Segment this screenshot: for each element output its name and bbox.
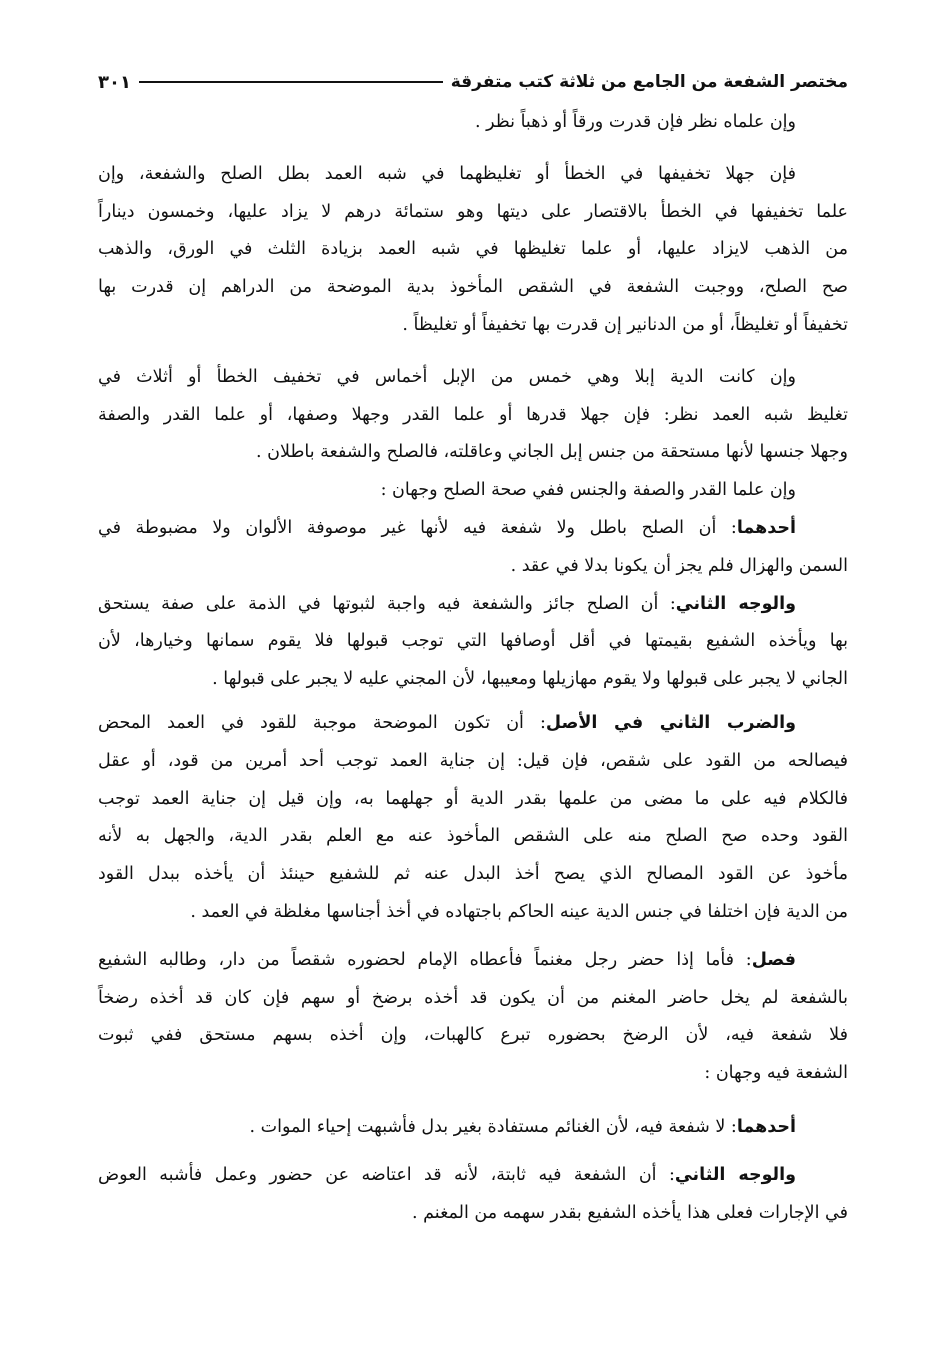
text-line	[98, 359, 848, 397]
paragraph	[98, 942, 848, 1093]
line-text: وإن علما القدر والصفة والجنس ففي صحة الصلح وجهان :	[380, 480, 796, 501]
line-text: في الإجارات فعلى هذا يأخذه الشفيع بقدر سهمه من المغنم .	[412, 1202, 848, 1223]
header-title: مختصر الشفعة من الجامع من ثلاثة كتب متفرقة	[450, 72, 848, 92]
line-text: القود وحده صح الصلح منه على الشقص المأخوذ عنه مع العلم بقدر الدية، والجهل به لأنه	[98, 826, 848, 847]
text-line	[98, 472, 848, 510]
text-line	[98, 743, 848, 781]
text-line	[98, 942, 848, 980]
text-line	[98, 818, 848, 856]
running-header	[98, 60, 848, 104]
line-text: تخفيفاً أو تغليظاً، أو من الدنانير إن قدرت بها تخفيفاً أو تغليظاً .	[402, 314, 848, 335]
line-text: بالشفعة لم يخل حاضر المغنم من أن يكون قد أخذه برضخ أو سهم فإن كان قد أخذه رضخاً	[98, 987, 848, 1008]
text-line	[98, 1157, 848, 1195]
text-line	[98, 661, 848, 699]
line-text: : أن تكون الموضحة موجبة للقود في العمد المحض	[98, 712, 546, 733]
line-text: علما تخفيفها في الخطأ بالاقتصار على ديتها وهو ستمائة درهم لا يزاد عليها، وخمسون ديناراً	[98, 201, 848, 222]
text-line	[98, 781, 848, 819]
line-text: : لا شفعة فيه، لأن الغنائم مستفادة بغير بدل فأشبهت إحياء الموات .	[249, 1116, 737, 1137]
bold-lead-term: والوجه الثاني	[675, 593, 796, 614]
text-line	[98, 586, 848, 624]
text-line	[98, 1195, 848, 1233]
text-line	[98, 104, 848, 142]
text-line	[98, 156, 848, 194]
bold-lead-term: والوجه الثاني	[674, 1164, 796, 1185]
line-text: السمن والهزال فلم يجز أن يكونا بدلا في عقد .	[510, 555, 848, 576]
line-text: فلا شفعة فيه، لأن الرضخ بحضوره تبرع كالهبات، وإن أخذه بسهم مستحق ففي ثبوت	[98, 1025, 848, 1046]
text-line	[98, 894, 848, 932]
paragraph	[98, 1157, 848, 1233]
line-text: صح الصلح، ووجبت الشفعة في الشقص المأخوذ بدية الموضحة من الدراهم إن قدرت بها	[98, 277, 848, 298]
text-line	[98, 397, 848, 435]
page-number: ٣٠١	[98, 71, 131, 93]
paragraph	[98, 586, 848, 699]
bold-lead-term: أحدهما	[736, 1116, 796, 1137]
text-line	[98, 1109, 848, 1147]
bold-lead-term: أحدهما	[736, 517, 796, 538]
line-text: : أن الشفعة فيه ثابتة، لأنه قد اعتاضه عن حضور وعمل فأشبه العوض	[98, 1164, 675, 1185]
line-text: : فأما إذا حضر رجل مغنماً فأعطاه الإمام لحضوره شقصاً من دار، وطالبه الشفيع	[98, 949, 752, 970]
paragraph	[98, 705, 848, 932]
paragraph	[98, 510, 848, 586]
text-line	[98, 856, 848, 894]
paragraph	[98, 472, 848, 510]
line-text: الجاني لا يجبر على قبولها ولا يقوم مهازيلها ومعيبها، لأن المجني عليه لا يجبر على قبولها .	[212, 669, 848, 690]
line-text: وإن كانت الدية إبلا وهي خمس من الإبل أخماس في تخفيف الخطأ أو أثلاث في	[98, 366, 796, 387]
text-line	[98, 548, 848, 586]
paragraph	[98, 156, 848, 345]
text-line	[98, 510, 848, 548]
text-line	[98, 623, 848, 661]
text-line	[98, 269, 848, 307]
text-line	[98, 1055, 848, 1093]
text-line	[98, 980, 848, 1018]
line-text: وجهلا جنسها لأنها مستحقة من جنس إبل الجاني وعاقلته، فالصلح والشفعة باطلان .	[256, 442, 848, 463]
header-rule	[139, 81, 443, 83]
line-text: الشفعة فيه وجهان :	[704, 1063, 848, 1084]
text-line	[98, 1017, 848, 1055]
paragraph	[98, 104, 848, 142]
line-text: : أن الصلح باطل ولا شفعة فيه لأنها غير موصوفة الألوان ولا مضبوطة في	[98, 517, 737, 538]
line-text: مأخوذ عن القود المصالح الذي يصح أخذ البدل عنه ثم للشفيع حينئذ أن يأخذه ببدل القود	[98, 864, 848, 885]
line-text: وإن علماه نظر فإن قدرت ورقاً أو ذهباً نظر .	[475, 112, 796, 132]
line-text: فإن جهلا تخفيفها في الخطأ أو تغليظهما في شبه العمد بطل الصلح والشفعة، وإن	[98, 163, 796, 184]
line-text: : أن الصلح جائز والشفعة فيه واجبة لثبوتها في الذمة على صفة يستحق	[98, 593, 676, 614]
paragraph	[98, 359, 848, 472]
text-line	[98, 231, 848, 269]
bold-lead-term: فصل	[751, 949, 797, 970]
bold-lead-term: والضرب الثاني في الأصل	[545, 712, 796, 733]
line-text: من الدية فإن اختلفا في جنس الدية عينه الحاكم باجتهاده في أخذ أجناسها مغلظة في العمد .	[190, 901, 848, 922]
page-body	[98, 104, 848, 1232]
text-line	[98, 705, 848, 743]
line-text: بها ويأخذه الشفيع بقيمتها في أقل أوصافها التي توجب قبولها فلا يقوم سمانها وخيارها، لأن	[98, 631, 848, 652]
text-line	[98, 194, 848, 232]
line-text: من الذهب لايزاد عليها، أو علما تغليظها في شبه العمد بزيادة الثلث في الورق، والذهب	[98, 239, 848, 260]
text-line	[98, 307, 848, 345]
line-text: فالكلام فيه على ما مضى من علمها بقدر الدية أو جهلهما به، وإن قيل إن جناية العمد توجب	[98, 788, 848, 809]
paragraph	[98, 1109, 848, 1147]
line-text: تغليظ شبه العمد نظر: فإن جهلا قدرها أو علما القدر وجهلا وصفها، أو علما القدر والصفة	[98, 404, 848, 425]
book-page	[98, 60, 848, 1232]
line-text: فيصالحه من القود على شقص، فإن قيل: إن جناية العمد توجب أحد أمرين من قود، أو عقل	[98, 750, 848, 771]
text-line	[98, 434, 848, 472]
